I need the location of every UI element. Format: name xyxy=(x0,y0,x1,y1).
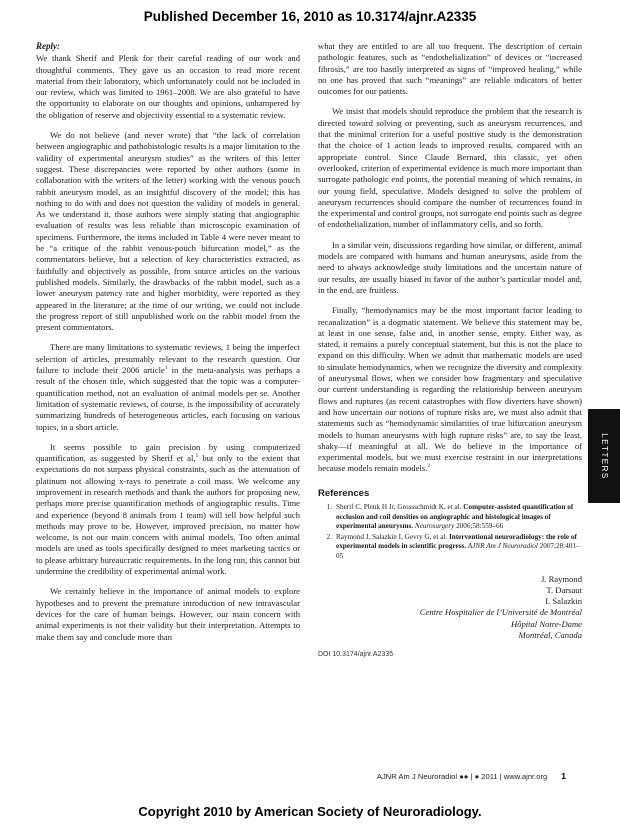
reference-title: Interventional neuroradiology: the role of experimental models in scientific progress. xyxy=(336,532,577,551)
citation-superscript: 1 xyxy=(164,365,168,372)
paragraph: In a similar vein, discussions regarding how similar, or different, animal models are compared with humans and human aneurysms, aside from the need to always acknowledge study limitations and the uncertain nature of our results, are usually biased in favor of the author’s particular model and, in the end, are fruitless. xyxy=(318,239,582,295)
author-name: I. Salazkin xyxy=(545,596,582,607)
copyright-banner: Copyright 2010 by American Society of Neuroradiology. xyxy=(138,804,482,819)
signature-block xyxy=(318,574,582,642)
reference-text xyxy=(336,503,582,532)
left-column xyxy=(36,41,300,643)
paragraph xyxy=(318,305,582,474)
published-banner: Published December 16, 2010 as 10.3174/ajnr.A2335 xyxy=(143,9,477,24)
citation-superscript: 1 xyxy=(195,453,199,460)
paragraph xyxy=(36,442,300,578)
reference-title: Computer-assisted quantification of occlusion and coil densities on angiographic and histological images of experimental aneurysms. xyxy=(336,502,574,531)
paragraph: We certainly believe in the importance of animal models to explore hypotheses and to prevent the premature introduction of new intravascular devices for the care of human beings. However, our main concern with animal experiments is not their validity but their interpretation. Attempts to make them say and conclude more than xyxy=(36,586,300,642)
reference-authors: Raymond J, Salazkin I, Gevry G, et al. xyxy=(336,532,449,541)
author-name: J. Raymond xyxy=(540,573,582,584)
paragraph-text: in the meta-analysis was perhaps a result of the chosen title, which suggested that the topic was a computer-quantification method, not an evaluation of animal models per se. Another limitation of systematic reviews, of course, is the impossibility of accurately summarizing hundreds of heterogeneous articles, each focusing on various topics, in a short article. xyxy=(36,365,300,432)
page-number: 1 xyxy=(561,771,566,781)
reference-journal: Neurosurgery xyxy=(413,522,455,531)
paragraph: what they are entitled to are all too frequent. The description of certain pathologic features, such as “endothelialization” of devices or “increased fibrosis,” are too hastily interpreted as signs of “improved healing,” while no one has proved that such “meanings” are reliable indicators of better outcomes for our patients. xyxy=(318,41,582,97)
paragraph: We insist that models should reproduce the problem that the research is directed toward solving or preventing, such as aneurysm recurrences, and that the minimal criterion for a useful positive study is the demonstration that the choice of 1 action leads to improved results, compared with an appropriate control. Since Claude Bernard, this classic, yet often overlooked, criterion of experimental evidence is much more important than surrogate pathologic end points, the potential meaning of which remains, in our young field, speculative. Models designed to solve the problem of aneurysm recurrences should compare the number of recurrences found in the experimental and control groups, not surrogate end points such as degree of endothelialization, number of inflammatory cells, and so forth. xyxy=(318,106,582,230)
reply-heading: Reply: xyxy=(36,41,60,51)
doi-label: DOI 10.3174/ajnr.A2335 xyxy=(318,651,394,659)
affiliation: Hôpital Notre-Dame xyxy=(510,618,582,629)
affiliation: Montréal, Canada xyxy=(518,630,582,641)
reference-details: 2006;58:559–66 xyxy=(454,522,504,531)
letters-side-tab xyxy=(588,409,620,503)
side-tab-label: LETTERS xyxy=(599,432,609,480)
author-name: T. Darsaut xyxy=(546,584,582,595)
page-footer xyxy=(377,771,566,781)
reference-text xyxy=(336,533,582,562)
reference-number: 2. xyxy=(326,532,332,541)
reference-item xyxy=(318,503,582,532)
reference-authors: Sherif C, Plenk H Jr, Grossschmidt K, et al. xyxy=(336,502,464,511)
paragraph-text: There are many limitations to systematic reviews, 1 being the imperfect selection of articles, presumably relevant to the research question. Our failure to include their 2006 article xyxy=(36,342,300,376)
affiliation: Centre Hospitalier de l’Université de Montréal xyxy=(419,607,582,618)
paragraph xyxy=(36,342,300,432)
footer-journal-info: AJNR Am J Neuroradiol ●● | ● 2011 | www.ajnr.org xyxy=(376,772,548,781)
references-heading: References xyxy=(318,487,370,499)
paragraph-text: It seems possible to gain precision by using computerized quantification, as suggested by Sherif et al, xyxy=(36,441,300,464)
paragraph: We thank Sherif and Plenk for their careful reading of our work and thoughtful comments. They gave us an occasion to read more recent material from their laboratory, which unfortunately could not be included in our review, which was limited to 1961–2008. We are also grateful to have the opportunity to elaborate on our thoughts and opinions, unhampered by the obligation of reserve and objectivity essential to a systematic review. xyxy=(36,53,300,120)
citation-superscript: 2 xyxy=(427,463,431,470)
paragraph: We do not believe (and never wrote) that “the lack of correlation between angiographic and pathohistologic results is a major limitation to the validity of experimental aneurysm studies” as the writers of this letter suggest. These discrepancies were reported by other authors (some in collaboration with the writers of the letter) working with the venous pouch rabbit aneurysm model, as an insightful discovery of the model; this has nothing to do with and does not question the validity of models in general. As we understand it, those authors were simply stating that angiographic evaluation of results was less reliable than microscopic examination of specimens. Furthermore, the items included in Table 4 were never meant to be “a critique of the rabbit venous-pouch bifurcation model,” as the commentators believe, but a selection of key characteristics extracted, as faithfully and objectively as possible, from source articles on the various published models. Similarly, the drawbacks of the rabbit model, such as a lower aneurysm patency rate and higher morbidity, were reported as they appeared in the literature; at the time of our writing, we could not include the progress report of still unpublished work on the rabbit model from the present commentators. xyxy=(36,130,300,333)
right-column xyxy=(318,41,582,661)
paragraph-text: Finally, “hemodynamics may be the most important factor leading to recanalization” is a dogmatic statement. We believe this statement may be, at least in one sense, false and, in another sense, empty. Either way, as stated, it remains a purely conceptual statement, but this is not the place to expand on this difficulty. When we admit that mathematic models are used to simulate hemodynamics, when we recognize the diversity and complexity of aneurysmal flows, when we consider how fragmentary and speculative our current understanding is regarding the relationship between aneurysm flows and ruptures (as recent catastrophes with flow diverters have shown) and how uncertain our notions of rupture risks are, we must also admit that statements such as “hemodynamic similarities of true bifurcation aneurysm models to human aneurysms with high rupture risks” are, to say the least, shaky—if meaningful at all. We do believe in the importance of experimental models, but we must exercise restraint in our interpretations because models remain models. xyxy=(318,305,582,474)
reference-details: 2007;28:401–05 xyxy=(336,542,580,560)
paragraph-text: but only to the extent that expectations do not surpass physical constraints, such as the attenuation of platinum not allowing x-rays to penetrate a coil mass. We welcome any improvement in research methods and thank the authors for proposing new, perhaps more precise quantification methods of angiographic results. Time and experience (beyond 8 animals from 1 team) will tell how helpful such methods may prove to be. However, improved precision, no matter how welcome, is not our main concern with animal models. Too often animal models are used as tools specifically designed to meet marketing tactics or to please arbitrary bureaucratic requirements. In the long run, this cannot but undermine the credibility of experimental animal work. xyxy=(36,453,300,577)
reference-journal: AJNR Am J Neuroradiol xyxy=(466,542,538,551)
reference-item xyxy=(318,533,582,562)
reference-number: 1. xyxy=(326,502,332,511)
